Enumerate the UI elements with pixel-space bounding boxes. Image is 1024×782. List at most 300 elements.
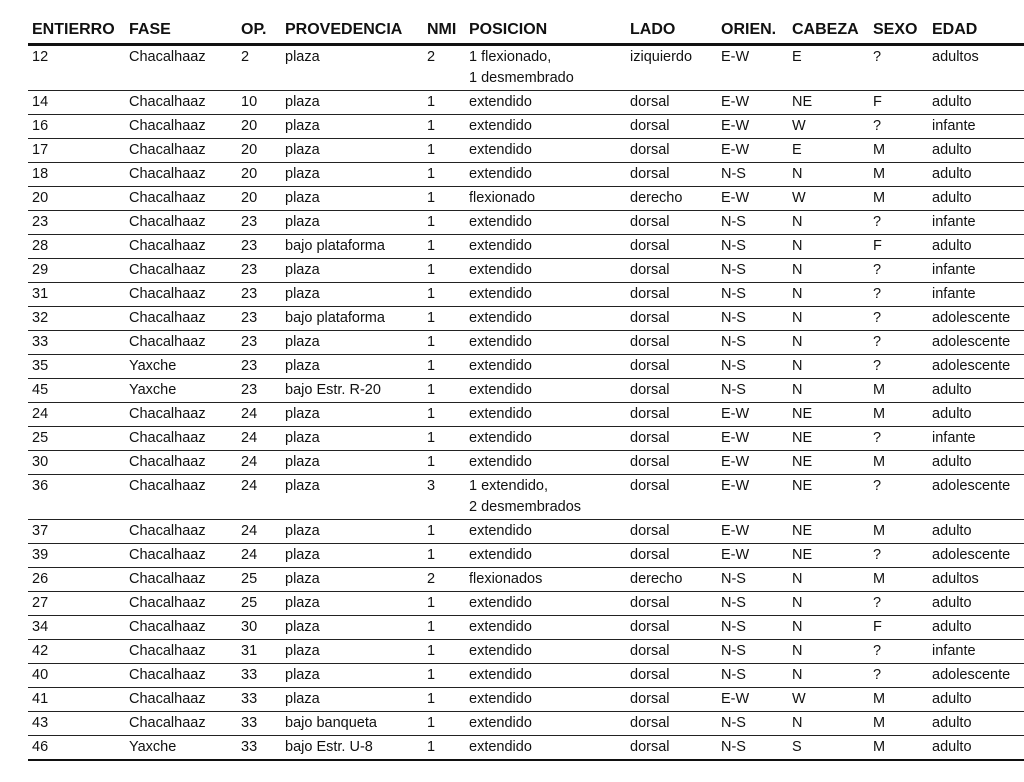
cell-sexo: ? xyxy=(869,640,928,664)
cell-lado: dorsal xyxy=(626,664,717,688)
cell-nmi: 1 xyxy=(423,664,465,688)
cell-nmi: 1 xyxy=(423,379,465,403)
cell-op: 23 xyxy=(237,331,281,355)
cell-provedencia: bajo banqueta xyxy=(281,712,423,736)
cell-lado: dorsal xyxy=(626,115,717,139)
cell-edad: infante xyxy=(928,115,1024,139)
cell-nmi: 1 xyxy=(423,355,465,379)
cell-op: 24 xyxy=(237,544,281,568)
cell-entierro: 26 xyxy=(28,568,125,592)
header-provedencia: PROVEDENCIA xyxy=(281,18,423,45)
cell-fase: Yaxche xyxy=(125,379,237,403)
header-sexo: SEXO xyxy=(869,18,928,45)
cell-posicion: extendido xyxy=(465,592,626,616)
cell-lado: dorsal xyxy=(626,211,717,235)
cell-sexo: ? xyxy=(869,475,928,520)
cell-edad: adulto xyxy=(928,616,1024,640)
cell-provedencia: plaza xyxy=(281,520,423,544)
cell-edad: adulto xyxy=(928,520,1024,544)
cell-fase: Chacalhaaz xyxy=(125,568,237,592)
cell-provedencia: plaza xyxy=(281,475,423,520)
cell-entierro: 28 xyxy=(28,235,125,259)
cell-entierro: 45 xyxy=(28,379,125,403)
cell-nmi: 1 xyxy=(423,163,465,187)
cell-posicion: extendido xyxy=(465,664,626,688)
cell-cabeza: W xyxy=(788,115,869,139)
cell-sexo: ? xyxy=(869,307,928,331)
cell-edad: adulto xyxy=(928,688,1024,712)
cell-lado: iziquierdo xyxy=(626,45,717,91)
cell-nmi: 1 xyxy=(423,427,465,451)
cell-provedencia: plaza xyxy=(281,139,423,163)
cell-orien: N-S xyxy=(717,379,788,403)
cell-lado: dorsal xyxy=(626,331,717,355)
cell-posicion: extendido xyxy=(465,427,626,451)
cell-lado: dorsal xyxy=(626,616,717,640)
cell-posicion: flexionado xyxy=(465,187,626,211)
cell-op: 33 xyxy=(237,664,281,688)
cell-orien: N-S xyxy=(717,331,788,355)
table-row xyxy=(28,736,1024,761)
cell-fase: Chacalhaaz xyxy=(125,163,237,187)
cell-sexo: ? xyxy=(869,544,928,568)
cell-op: 10 xyxy=(237,91,281,115)
burial-table-document xyxy=(28,18,1011,761)
cell-entierro: 32 xyxy=(28,307,125,331)
cell-orien: N-S xyxy=(717,283,788,307)
cell-fase: Chacalhaaz xyxy=(125,664,237,688)
cell-lado: dorsal xyxy=(626,640,717,664)
cell-edad: infante xyxy=(928,283,1024,307)
cell-lado: dorsal xyxy=(626,403,717,427)
cell-cabeza: W xyxy=(788,187,869,211)
cell-fase: Chacalhaaz xyxy=(125,403,237,427)
cell-edad: adulto xyxy=(928,139,1024,163)
cell-entierro: 39 xyxy=(28,544,125,568)
cell-fase: Chacalhaaz xyxy=(125,115,237,139)
cell-orien: N-S xyxy=(717,616,788,640)
cell-sexo: ? xyxy=(869,427,928,451)
cell-cabeza: NE xyxy=(788,475,869,520)
cell-edad: adulto xyxy=(928,736,1024,761)
cell-edad: adolescente xyxy=(928,544,1024,568)
cell-orien: N-S xyxy=(717,568,788,592)
cell-cabeza: N xyxy=(788,568,869,592)
cell-edad: infante xyxy=(928,211,1024,235)
cell-posicion: extendido xyxy=(465,379,626,403)
cell-lado: dorsal xyxy=(626,259,717,283)
cell-cabeza: N xyxy=(788,664,869,688)
cell-orien: N-S xyxy=(717,211,788,235)
cell-entierro: 16 xyxy=(28,115,125,139)
cell-provedencia: plaza xyxy=(281,115,423,139)
cell-orien: E-W xyxy=(717,187,788,211)
cell-lado: dorsal xyxy=(626,163,717,187)
cell-sexo: F xyxy=(869,91,928,115)
cell-cabeza: N xyxy=(788,379,869,403)
cell-entierro: 14 xyxy=(28,91,125,115)
table-row xyxy=(28,379,1024,403)
table-row xyxy=(28,283,1024,307)
cell-provedencia: plaza xyxy=(281,688,423,712)
cell-provedencia: bajo Estr. U-8 xyxy=(281,736,423,761)
cell-op: 24 xyxy=(237,427,281,451)
cell-fase: Yaxche xyxy=(125,736,237,761)
cell-cabeza: N xyxy=(788,355,869,379)
cell-lado: dorsal xyxy=(626,688,717,712)
cell-edad: adulto xyxy=(928,235,1024,259)
cell-entierro: 42 xyxy=(28,640,125,664)
cell-edad: adolescente xyxy=(928,664,1024,688)
cell-entierro: 31 xyxy=(28,283,125,307)
cell-edad: adulto xyxy=(928,403,1024,427)
cell-entierro: 40 xyxy=(28,664,125,688)
table-row xyxy=(28,475,1024,520)
cell-sexo: ? xyxy=(869,211,928,235)
cell-op: 25 xyxy=(237,592,281,616)
cell-fase: Chacalhaaz xyxy=(125,211,237,235)
cell-posicion: extendido xyxy=(465,688,626,712)
cell-nmi: 1 xyxy=(423,640,465,664)
cell-nmi: 1 xyxy=(423,688,465,712)
table-header xyxy=(28,18,1024,45)
cell-orien: E-W xyxy=(717,115,788,139)
cell-fase: Chacalhaaz xyxy=(125,712,237,736)
cell-cabeza: N xyxy=(788,211,869,235)
cell-lado: dorsal xyxy=(626,307,717,331)
cell-fase: Chacalhaaz xyxy=(125,640,237,664)
cell-posicion: extendido xyxy=(465,544,626,568)
cell-provedencia: plaza xyxy=(281,664,423,688)
cell-nmi: 1 xyxy=(423,115,465,139)
cell-fase: Chacalhaaz xyxy=(125,544,237,568)
cell-sexo: ? xyxy=(869,592,928,616)
cell-posicion: extendido xyxy=(465,259,626,283)
cell-cabeza: NE xyxy=(788,451,869,475)
cell-fase: Chacalhaaz xyxy=(125,187,237,211)
cell-edad: adulto xyxy=(928,712,1024,736)
cell-sexo: ? xyxy=(869,355,928,379)
cell-op: 23 xyxy=(237,307,281,331)
cell-lado: dorsal xyxy=(626,91,717,115)
cell-provedencia: bajo plataforma xyxy=(281,235,423,259)
cell-orien: E-W xyxy=(717,427,788,451)
cell-orien: E-W xyxy=(717,139,788,163)
cell-orien: N-S xyxy=(717,235,788,259)
cell-cabeza: NE xyxy=(788,427,869,451)
cell-nmi: 1 xyxy=(423,91,465,115)
cell-provedencia: plaza xyxy=(281,427,423,451)
cell-entierro: 24 xyxy=(28,403,125,427)
cell-edad: adultos xyxy=(928,45,1024,91)
cell-posicion: extendido xyxy=(465,736,626,761)
cell-fase: Chacalhaaz xyxy=(125,475,237,520)
cell-fase: Chacalhaaz xyxy=(125,616,237,640)
cell-fase: Chacalhaaz xyxy=(125,259,237,283)
cell-sexo: M xyxy=(869,568,928,592)
cell-sexo: ? xyxy=(869,664,928,688)
burial-table xyxy=(28,18,1024,761)
cell-lado: dorsal xyxy=(626,379,717,403)
cell-posicion: extendido xyxy=(465,451,626,475)
cell-fase: Chacalhaaz xyxy=(125,520,237,544)
cell-op: 25 xyxy=(237,568,281,592)
cell-lado: dorsal xyxy=(626,139,717,163)
cell-fase: Chacalhaaz xyxy=(125,45,237,91)
cell-cabeza: E xyxy=(788,139,869,163)
cell-nmi: 1 xyxy=(423,211,465,235)
cell-op: 20 xyxy=(237,139,281,163)
cell-edad: adulto xyxy=(928,187,1024,211)
cell-sexo: M xyxy=(869,736,928,761)
header-entierro: ENTIERRO xyxy=(28,18,125,45)
table-row xyxy=(28,235,1024,259)
cell-sexo: M xyxy=(869,139,928,163)
cell-provedencia: plaza xyxy=(281,568,423,592)
cell-sexo: ? xyxy=(869,331,928,355)
cell-lado: dorsal xyxy=(626,355,717,379)
cell-orien: N-S xyxy=(717,712,788,736)
cell-nmi: 2 xyxy=(423,568,465,592)
table-row xyxy=(28,91,1024,115)
cell-op: 20 xyxy=(237,115,281,139)
cell-entierro: 20 xyxy=(28,187,125,211)
cell-entierro: 37 xyxy=(28,520,125,544)
cell-sexo: ? xyxy=(869,259,928,283)
cell-cabeza: NE xyxy=(788,403,869,427)
cell-edad: adolescente xyxy=(928,331,1024,355)
cell-op: 24 xyxy=(237,403,281,427)
cell-orien: N-S xyxy=(717,307,788,331)
cell-entierro: 46 xyxy=(28,736,125,761)
cell-fase: Chacalhaaz xyxy=(125,688,237,712)
cell-lado: dorsal xyxy=(626,592,717,616)
table-row xyxy=(28,592,1024,616)
cell-lado: dorsal xyxy=(626,451,717,475)
header-cabeza: CABEZA xyxy=(788,18,869,45)
table-row xyxy=(28,187,1024,211)
cell-sexo: M xyxy=(869,451,928,475)
cell-posicion: extendido xyxy=(465,331,626,355)
cell-sexo: M xyxy=(869,712,928,736)
cell-edad: adultos xyxy=(928,568,1024,592)
cell-provedencia: bajo plataforma xyxy=(281,307,423,331)
cell-provedencia: plaza xyxy=(281,640,423,664)
cell-sexo: M xyxy=(869,163,928,187)
header-lado: LADO xyxy=(626,18,717,45)
cell-provedencia: plaza xyxy=(281,45,423,91)
header-nmi: NMI xyxy=(423,18,465,45)
cell-posicion: extendido xyxy=(465,307,626,331)
table-row xyxy=(28,115,1024,139)
cell-provedencia: plaza xyxy=(281,403,423,427)
cell-entierro: 33 xyxy=(28,331,125,355)
table-row xyxy=(28,259,1024,283)
cell-sexo: M xyxy=(869,403,928,427)
table-row xyxy=(28,331,1024,355)
cell-provedencia: plaza xyxy=(281,91,423,115)
cell-orien: E-W xyxy=(717,544,788,568)
cell-entierro: 36 xyxy=(28,475,125,520)
cell-op: 30 xyxy=(237,616,281,640)
cell-fase: Chacalhaaz xyxy=(125,451,237,475)
table-body xyxy=(28,45,1024,761)
cell-entierro: 12 xyxy=(28,45,125,91)
table-row xyxy=(28,520,1024,544)
cell-orien: N-S xyxy=(717,736,788,761)
cell-cabeza: NE xyxy=(788,544,869,568)
cell-provedencia: bajo Estr. R-20 xyxy=(281,379,423,403)
table-row xyxy=(28,451,1024,475)
cell-nmi: 1 xyxy=(423,736,465,761)
cell-entierro: 18 xyxy=(28,163,125,187)
table-row xyxy=(28,664,1024,688)
cell-op: 23 xyxy=(237,283,281,307)
cell-orien: E-W xyxy=(717,45,788,91)
table-row xyxy=(28,616,1024,640)
cell-op: 33 xyxy=(237,712,281,736)
cell-entierro: 17 xyxy=(28,139,125,163)
cell-entierro: 34 xyxy=(28,616,125,640)
cell-line: 1 flexionado, xyxy=(469,49,552,65)
cell-posicion: extendido xyxy=(465,211,626,235)
cell-nmi: 1 xyxy=(423,187,465,211)
cell-fase: Chacalhaaz xyxy=(125,283,237,307)
cell-nmi: 1 xyxy=(423,712,465,736)
cell-lado: dorsal xyxy=(626,235,717,259)
cell-cabeza: N xyxy=(788,616,869,640)
cell-orien: E-W xyxy=(717,451,788,475)
cell-posicion: extendido xyxy=(465,235,626,259)
cell-posicion: extendido xyxy=(465,139,626,163)
cell-lado: dorsal xyxy=(626,736,717,761)
cell-nmi: 1 xyxy=(423,307,465,331)
cell-op: 2 xyxy=(237,45,281,91)
cell-entierro: 30 xyxy=(28,451,125,475)
cell-sexo: ? xyxy=(869,45,928,91)
cell-line: 2 desmembrados xyxy=(469,499,582,515)
cell-fase: Yaxche xyxy=(125,355,237,379)
cell-op: 24 xyxy=(237,451,281,475)
cell-nmi: 1 xyxy=(423,520,465,544)
cell-provedencia: plaza xyxy=(281,259,423,283)
cell-cabeza: N xyxy=(788,712,869,736)
cell-orien: E-W xyxy=(717,475,788,520)
header-posicion: POSICION xyxy=(465,18,626,45)
table-row xyxy=(28,544,1024,568)
cell-provedencia: plaza xyxy=(281,355,423,379)
cell-op: 20 xyxy=(237,163,281,187)
cell-provedencia: plaza xyxy=(281,211,423,235)
cell-posicion xyxy=(465,475,626,520)
table-row xyxy=(28,307,1024,331)
cell-orien: E-W xyxy=(717,520,788,544)
cell-lado: dorsal xyxy=(626,475,717,520)
cell-nmi: 1 xyxy=(423,139,465,163)
cell-op: 20 xyxy=(237,187,281,211)
table-row xyxy=(28,688,1024,712)
cell-cabeza: W xyxy=(788,688,869,712)
cell-cabeza: N xyxy=(788,592,869,616)
header-orien: ORIEN. xyxy=(717,18,788,45)
cell-posicion: extendido xyxy=(465,520,626,544)
table-row xyxy=(28,640,1024,664)
cell-edad: infante xyxy=(928,259,1024,283)
cell-provedencia: plaza xyxy=(281,544,423,568)
cell-nmi: 1 xyxy=(423,331,465,355)
cell-entierro: 25 xyxy=(28,427,125,451)
cell-op: 23 xyxy=(237,211,281,235)
cell-line: 1 desmembrado xyxy=(469,70,574,86)
cell-cabeza: N xyxy=(788,307,869,331)
cell-provedencia: plaza xyxy=(281,331,423,355)
cell-orien: E-W xyxy=(717,688,788,712)
table-row xyxy=(28,355,1024,379)
cell-cabeza: N xyxy=(788,259,869,283)
cell-cabeza: N xyxy=(788,283,869,307)
cell-sexo: ? xyxy=(869,283,928,307)
cell-sexo: M xyxy=(869,187,928,211)
cell-op: 24 xyxy=(237,475,281,520)
table-row xyxy=(28,403,1024,427)
cell-nmi: 1 xyxy=(423,592,465,616)
cell-cabeza: NE xyxy=(788,91,869,115)
cell-nmi: 3 xyxy=(423,475,465,520)
cell-nmi: 2 xyxy=(423,45,465,91)
cell-fase: Chacalhaaz xyxy=(125,91,237,115)
cell-line: 1 extendido, xyxy=(469,478,549,494)
cell-op: 33 xyxy=(237,688,281,712)
cell-edad: adolescente xyxy=(928,307,1024,331)
cell-cabeza: N xyxy=(788,640,869,664)
cell-lado: dorsal xyxy=(626,544,717,568)
cell-posicion: extendido xyxy=(465,163,626,187)
header-fase: FASE xyxy=(125,18,237,45)
cell-lado: dorsal xyxy=(626,427,717,451)
cell-op: 23 xyxy=(237,259,281,283)
cell-entierro: 43 xyxy=(28,712,125,736)
cell-posicion: extendido xyxy=(465,616,626,640)
cell-nmi: 1 xyxy=(423,235,465,259)
cell-lado: dorsal xyxy=(626,712,717,736)
cell-provedencia: plaza xyxy=(281,163,423,187)
cell-posicion: extendido xyxy=(465,91,626,115)
cell-cabeza: N xyxy=(788,235,869,259)
cell-orien: N-S xyxy=(717,664,788,688)
cell-provedencia: plaza xyxy=(281,187,423,211)
cell-provedencia: plaza xyxy=(281,616,423,640)
table-row xyxy=(28,139,1024,163)
cell-nmi: 1 xyxy=(423,451,465,475)
cell-lado: dorsal xyxy=(626,283,717,307)
cell-orien: N-S xyxy=(717,640,788,664)
cell-op: 23 xyxy=(237,379,281,403)
cell-entierro: 35 xyxy=(28,355,125,379)
cell-orien: N-S xyxy=(717,355,788,379)
cell-provedencia: plaza xyxy=(281,592,423,616)
cell-fase: Chacalhaaz xyxy=(125,307,237,331)
cell-cabeza: N xyxy=(788,331,869,355)
cell-edad: adulto xyxy=(928,163,1024,187)
cell-orien: N-S xyxy=(717,592,788,616)
cell-nmi: 1 xyxy=(423,544,465,568)
cell-cabeza: S xyxy=(788,736,869,761)
cell-orien: N-S xyxy=(717,259,788,283)
table-row xyxy=(28,712,1024,736)
cell-edad: adulto xyxy=(928,592,1024,616)
cell-fase: Chacalhaaz xyxy=(125,592,237,616)
cell-orien: E-W xyxy=(717,91,788,115)
